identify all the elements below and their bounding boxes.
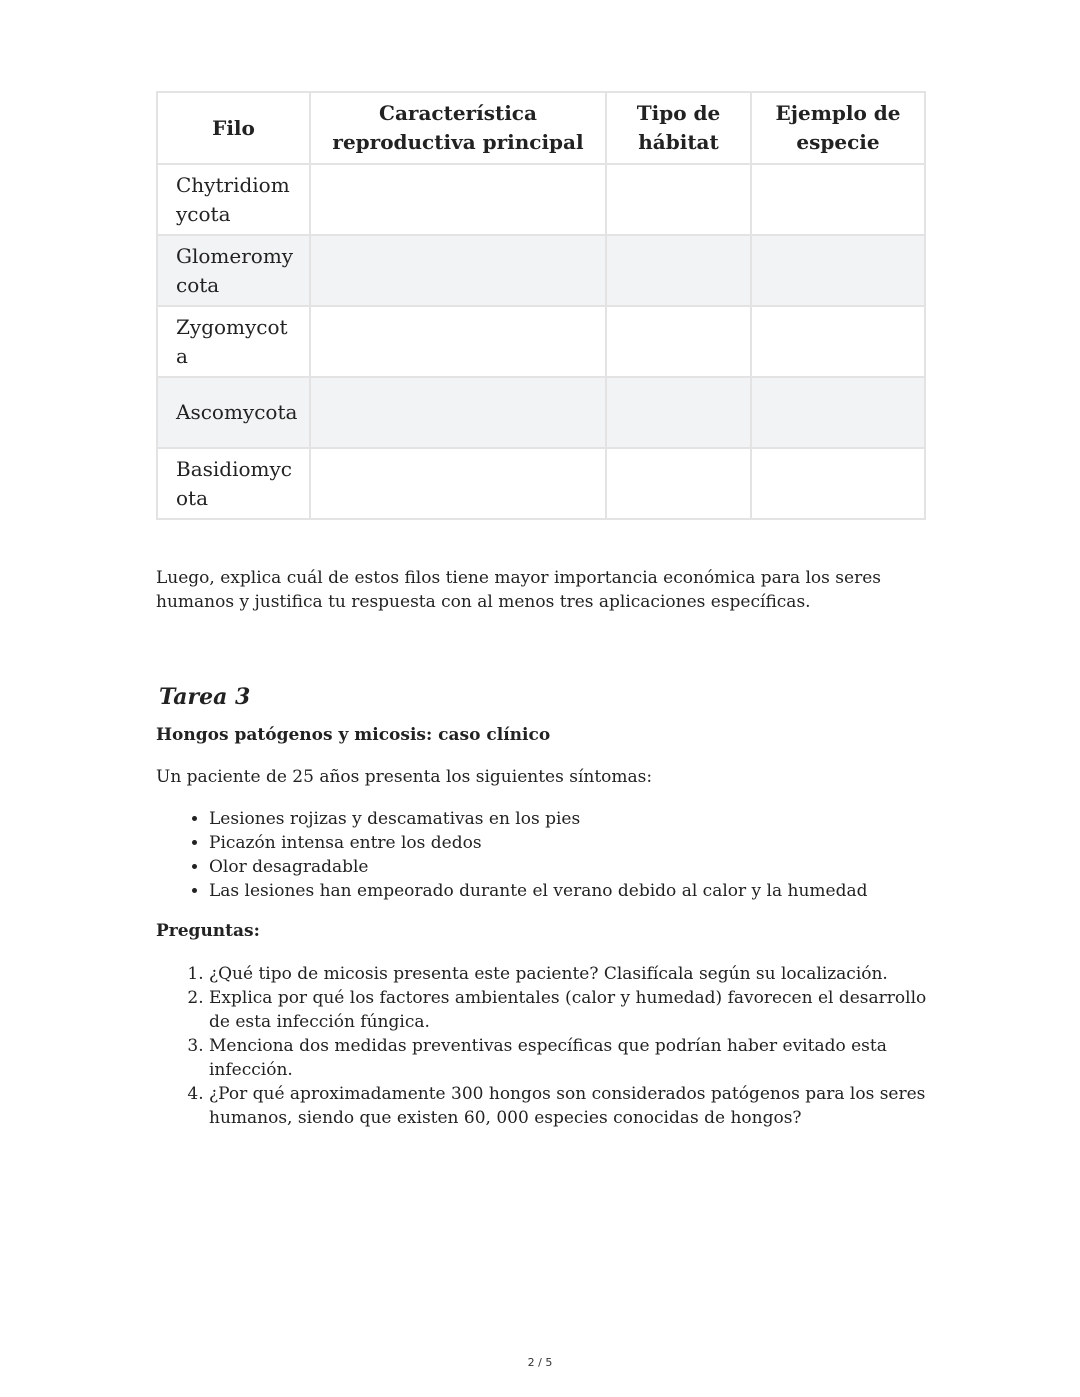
- table-row: [157, 306, 925, 377]
- task-subtitle: Hongos patógenos y micosis: caso clínico: [156, 725, 551, 745]
- habitat-cell: [606, 377, 751, 448]
- habitat-cell: [606, 306, 751, 377]
- example-cell: [751, 235, 925, 306]
- list-item: 4. ¿Por qué aproximadamente 300 hongos son considerados patógenos para los seres humanos, siendo que existen 60, 000 especies conocidas de hongos?: [209, 1082, 935, 1130]
- symptom-list: [186, 807, 868, 903]
- reproductive-cell: [310, 448, 606, 519]
- filo-name-cell: Ascomycota: [157, 377, 310, 448]
- table-row: [157, 164, 925, 235]
- table-row: [157, 377, 925, 448]
- phyla-table: [156, 91, 926, 520]
- question-list: [186, 962, 935, 1130]
- list-item: • Lesiones rojizas y descamativas en los pies: [209, 807, 868, 831]
- list-item: 2. Explica por qué los factores ambientales (calor y humedad) favorecen el desarrollo de esta infección fúngica.: [209, 986, 935, 1034]
- habitat-cell: [606, 164, 751, 235]
- example-cell: [751, 448, 925, 519]
- filo-name-cell: Zygomycota: [157, 306, 310, 377]
- reproductive-cell: [310, 377, 606, 448]
- case-intro: Un paciente de 25 años presenta los siguientes síntomas:: [156, 767, 653, 787]
- example-cell: [751, 164, 925, 235]
- table-row: [157, 235, 925, 306]
- after-table-paragraph: Luego, explica cuál de estos filos tiene mayor importancia económica para los seres humanos y justifica tu respuesta con al menos tres aplicaciones específicas.: [156, 568, 881, 612]
- habitat-cell: [606, 448, 751, 519]
- header-reproductive: Característica reproductiva principal: [310, 92, 606, 164]
- list-item: • Las lesiones han empeorado durante el verano debido al calor y la humedad: [209, 879, 868, 903]
- table-row: [157, 448, 925, 519]
- reproductive-cell: [310, 306, 606, 377]
- page-number: 2 / 5: [527, 1356, 553, 1369]
- filo-name-cell: Basidiomycota: [157, 448, 310, 519]
- example-cell: [751, 377, 925, 448]
- example-cell: [751, 306, 925, 377]
- list-item: • Olor desagradable: [209, 855, 868, 879]
- reproductive-cell: [310, 235, 606, 306]
- header-example: Ejemplo de especie: [751, 92, 925, 164]
- habitat-cell: [606, 235, 751, 306]
- list-item: • Picazón intensa entre los dedos: [209, 831, 868, 855]
- reproductive-cell: [310, 164, 606, 235]
- filo-name-cell: Glomeromycota: [157, 235, 310, 306]
- header-filo: Filo: [157, 92, 310, 164]
- questions-label: Preguntas:: [156, 921, 260, 941]
- list-item: 3. Menciona dos medidas preventivas específicas que podrían haber evitado esta infección.: [209, 1034, 935, 1082]
- task-title: Tarea 3: [159, 684, 251, 710]
- list-item: 1. ¿Qué tipo de micosis presenta este paciente? Clasifícala según su localización.: [209, 962, 935, 986]
- table-header-row: [157, 92, 925, 164]
- header-habitat: Tipo de hábitat: [606, 92, 751, 164]
- filo-name-cell: Chytridiomycota: [157, 164, 310, 235]
